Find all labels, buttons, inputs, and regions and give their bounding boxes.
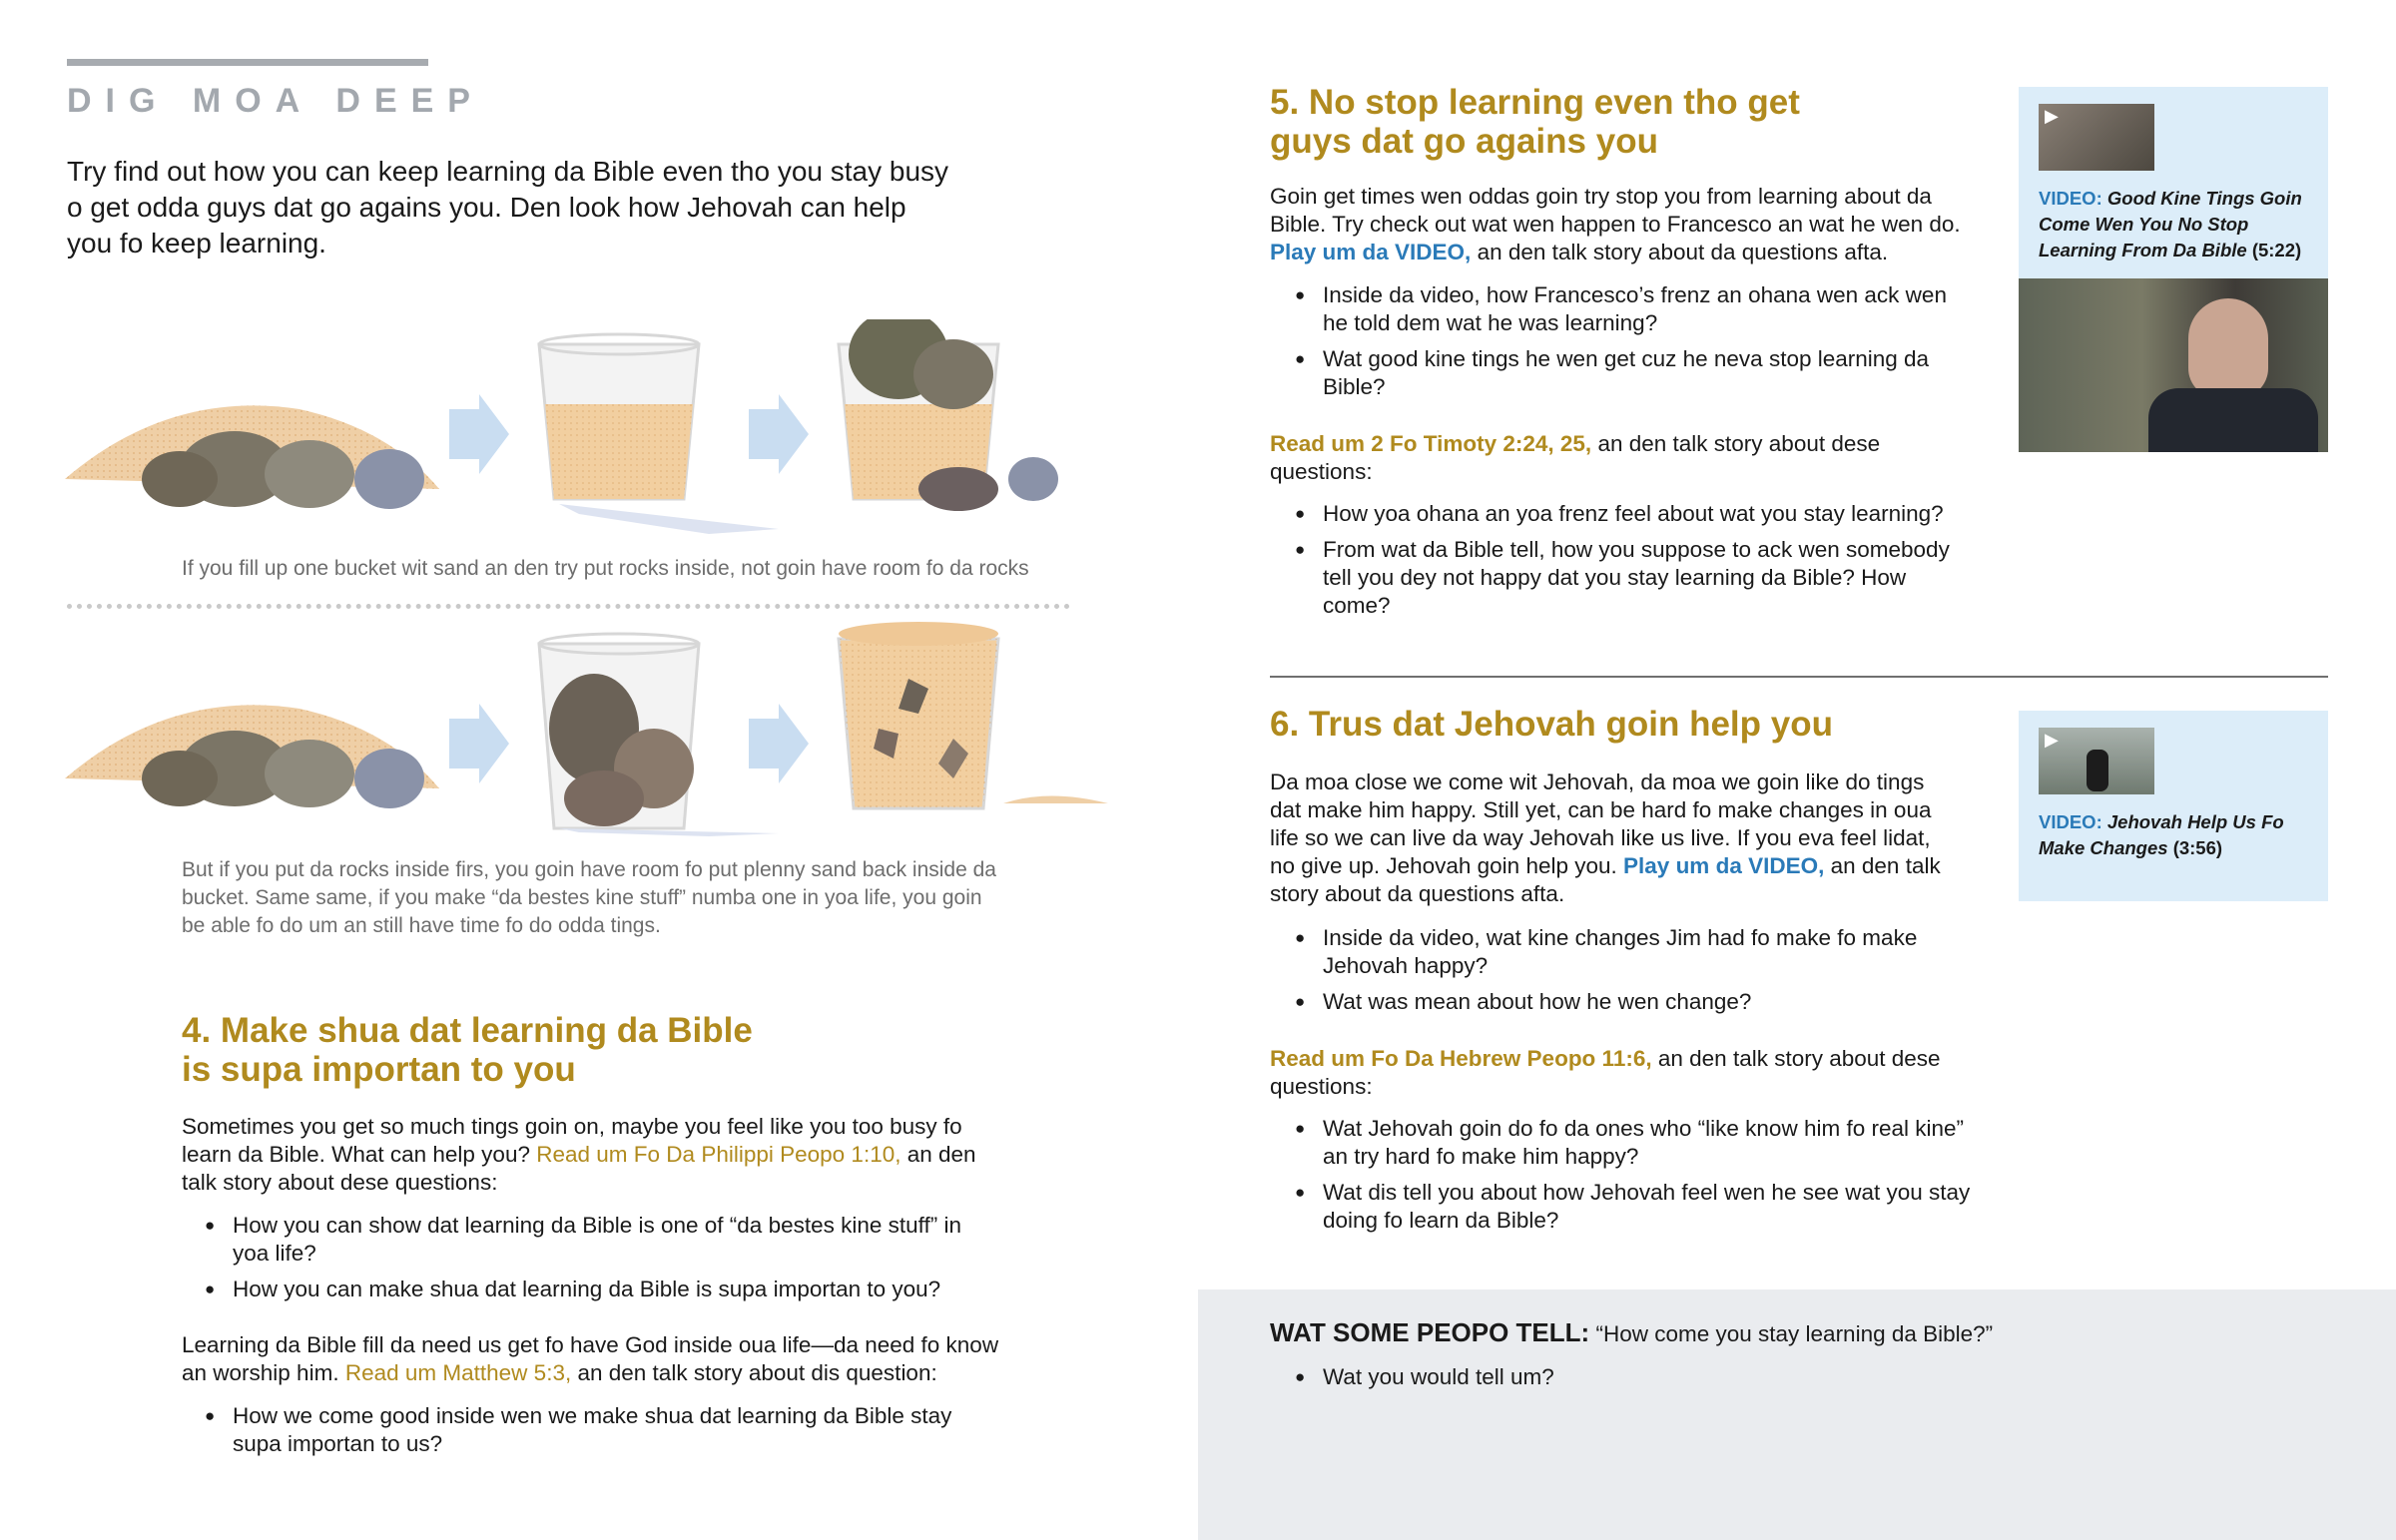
list-item: ● Wat good kine tings he wen get cuz he neva stop learning da Bible? [1295,345,1974,401]
section-6-paragraph-1 [1270,769,1959,908]
section-4-paragraph-1 [182,1113,1015,1197]
video-title[interactable]: Jehovah Help Us Fo Make Changes [2039,811,2284,858]
paragraph-text: Da moa close we come wit Jehovah, da moa we goin like do tings dat make him happy. Still yet, can be hard fo make changes in oua life so we can live da way Jehovah like us live. If you eva feel lidat, no give up. Jehovah goin help you. [1270,770,1932,878]
list-item: ● Wat dis tell you about how Jehovah feel wen he see wat you stay doing fo learn da Bible? [1295,1179,1994,1235]
video-tag: VIDEO: [2039,811,2102,832]
dotted-divider [67,604,1070,609]
bucket-rocks-inside [539,634,779,836]
paragraph-text: Learning da Bible fill da need us get fo have God inside oua life—da need fo know an worship him. [182,1332,999,1385]
list-item: ● How we come good inside wen we make shua dat learning da Bible stay supa importan to us? [205,1402,993,1458]
list-item: ● From wat da Bible tell, how you suppose to ack wen somebody tell you dey not happy dat you stay learning da Bible? How come? [1295,536,1974,620]
video-box-jehovah-help[interactable] [2019,711,2328,901]
section-divider [1270,676,2328,678]
paragraph-text: an den talk story about dese questions: [1270,431,1881,484]
video-label [2039,809,2318,861]
heading-line: is supa importan to you [182,1050,576,1089]
section-5-heading [1270,83,1969,161]
paragraph-text: Goin get times wen oddas goin try stop you from learning about da Bible. Try check out wat wen happen to Francesco an wat he wen do. [1270,184,1961,237]
some-peopo-quote: “How come you stay learning da Bible?” [1595,1321,1994,1346]
section-4-heading [182,1011,1080,1089]
heading-line: 5. No stop learning even tho get [1270,83,1800,122]
person-jacket [2148,388,2318,452]
arrow-icon [449,704,509,783]
play-video-link[interactable]: Play um da VIDEO, [1623,853,1825,878]
video-title[interactable]: Good Kine Tings Goin Come Wen You No Stop Learning From Da Bible [2039,188,2302,260]
scripture-link-hebrews[interactable]: Read um Fo Da Hebrew Peopo 11:6, [1270,1046,1652,1071]
list-item: ● How yoa ohana an yoa frenz feel about wat you stay learning? [1295,500,1974,528]
sand-pile-with-rocks [65,705,439,808]
bucket-sand-full [539,334,779,534]
list-item: ● How you can show dat learning da Bible is one of “da bestes kine stuff” in yoa life? [205,1212,993,1268]
list-item: ● How you can make shua dat learning da Bible is supa importan to you? [205,1276,993,1303]
paragraph-text: an den talk story about dese questions: [182,1142,976,1195]
paragraph-text: an den talk story about dis question: [577,1360,937,1385]
paragraph-text: an den talk story about da questions afta. [1477,240,1889,264]
section-6-questions-2 [1295,1115,1994,1243]
heading-line: 6. Trus dat Jehovah goin help you [1270,705,1833,744]
bucket-rocks-dont-fit [839,319,1058,511]
section-6-questions-1 [1295,924,1974,1024]
heading-line: 4. Make shua dat learning da Bible [182,1011,753,1050]
paragraph-text: an den talk story about dese questions: [1270,1046,1941,1099]
list-item: ● Inside da video, how Francesco’s frenz an ohana wen ack wen he told dem wat he was learning? [1295,281,1974,337]
list-item: ● Wat was mean about how he wen change? [1295,988,1974,1016]
list-item: ● Inside da video, wat kine changes Jim had fo make fo make Jehovah happy? [1295,924,1974,980]
caption-rocks-first: But if you put da rocks inside firs, you goin have room fo put plenny sand back inside da bucket. Same same, if you make “da bestes kine stuff” numba one in yoa life, you goin be able fo do um an still have time fo do odda tings. [182,858,996,937]
section-top-bar [67,59,428,66]
some-peopo-question [1270,1317,2318,1349]
list-item: ● Wat Jehovah goin do fo da ones who “like know him fo real kine” an try hard fo make him happy? [1295,1115,1994,1171]
video-duration: (3:56) [2172,837,2223,858]
section-4-questions-2 [205,1402,993,1466]
arrow-icon [449,394,509,474]
section-5-questions-2 [1295,500,1974,628]
section-4-paragraph-2 [182,1331,1025,1387]
scripture-link-timothy[interactable]: Read um 2 Fo Timoty 2:24, 25, [1270,431,1592,456]
section-5-questions-1 [1295,281,1974,409]
bucket-rocks-and-sand [839,622,1108,808]
intro-text: Try find out how you can keep learning da Bible even tho you stay busy o get odda guys dat go agains you. Den look how Jehovah can help you fo keep learning. [67,156,949,258]
paragraph-text: Sometimes you get so much tings goin on, maybe you feel like you too busy fo learn da Bible. What can help you? [182,1114,962,1167]
scripture-link-matthew[interactable]: Read um Matthew 5:3, [344,1360,572,1385]
motorcycle-rider [2087,750,2108,791]
illustration-sand-first [60,319,1118,539]
section-label: DIG MOA DEEP [67,82,484,120]
paragraph-text: an den talk story about da questions afta. [1270,853,1941,906]
person-face [2188,298,2268,398]
play-video-link[interactable]: Play um da VIDEO, [1270,240,1472,264]
play-icon: ▶ [2045,730,2059,750]
sand-pile-with-rocks [65,405,439,509]
section-5-paragraph-1 [1270,183,1974,266]
list-item: ● Wat you would tell um? [1295,1363,1994,1391]
heading-line: guys dat go agains you [1270,122,1658,161]
video-label [2039,186,2318,263]
section-6-heading [1270,705,1989,744]
some-peopo-label: WAT SOME PEOPO TELL: [1270,1317,1590,1347]
video-thumbnail[interactable] [2039,104,2154,171]
video-box-good-kine-tings[interactable] [2019,87,2328,452]
video-duration: (5:22) [2251,240,2302,260]
video-tag: VIDEO: [2039,188,2102,209]
play-icon: ▶ [2045,106,2059,126]
caption-sand-first: If you fill up one bucket wit sand an den try put rocks inside, not goin have room fo da rocks [182,557,1029,580]
section-5-paragraph-2 [1270,430,1974,486]
arrow-icon [749,394,809,474]
video-thumbnail[interactable] [2039,728,2154,794]
section-4-questions-1 [205,1212,993,1311]
some-peopo-bullets [1295,1363,1994,1399]
arrow-icon [749,704,809,783]
video-still-image [2019,278,2328,452]
illustration-rocks-first [60,619,1118,838]
section-6-paragraph-2 [1270,1045,1974,1101]
scripture-link-philippians[interactable]: Read um Fo Da Philippi Peopo 1:10, [536,1142,901,1167]
